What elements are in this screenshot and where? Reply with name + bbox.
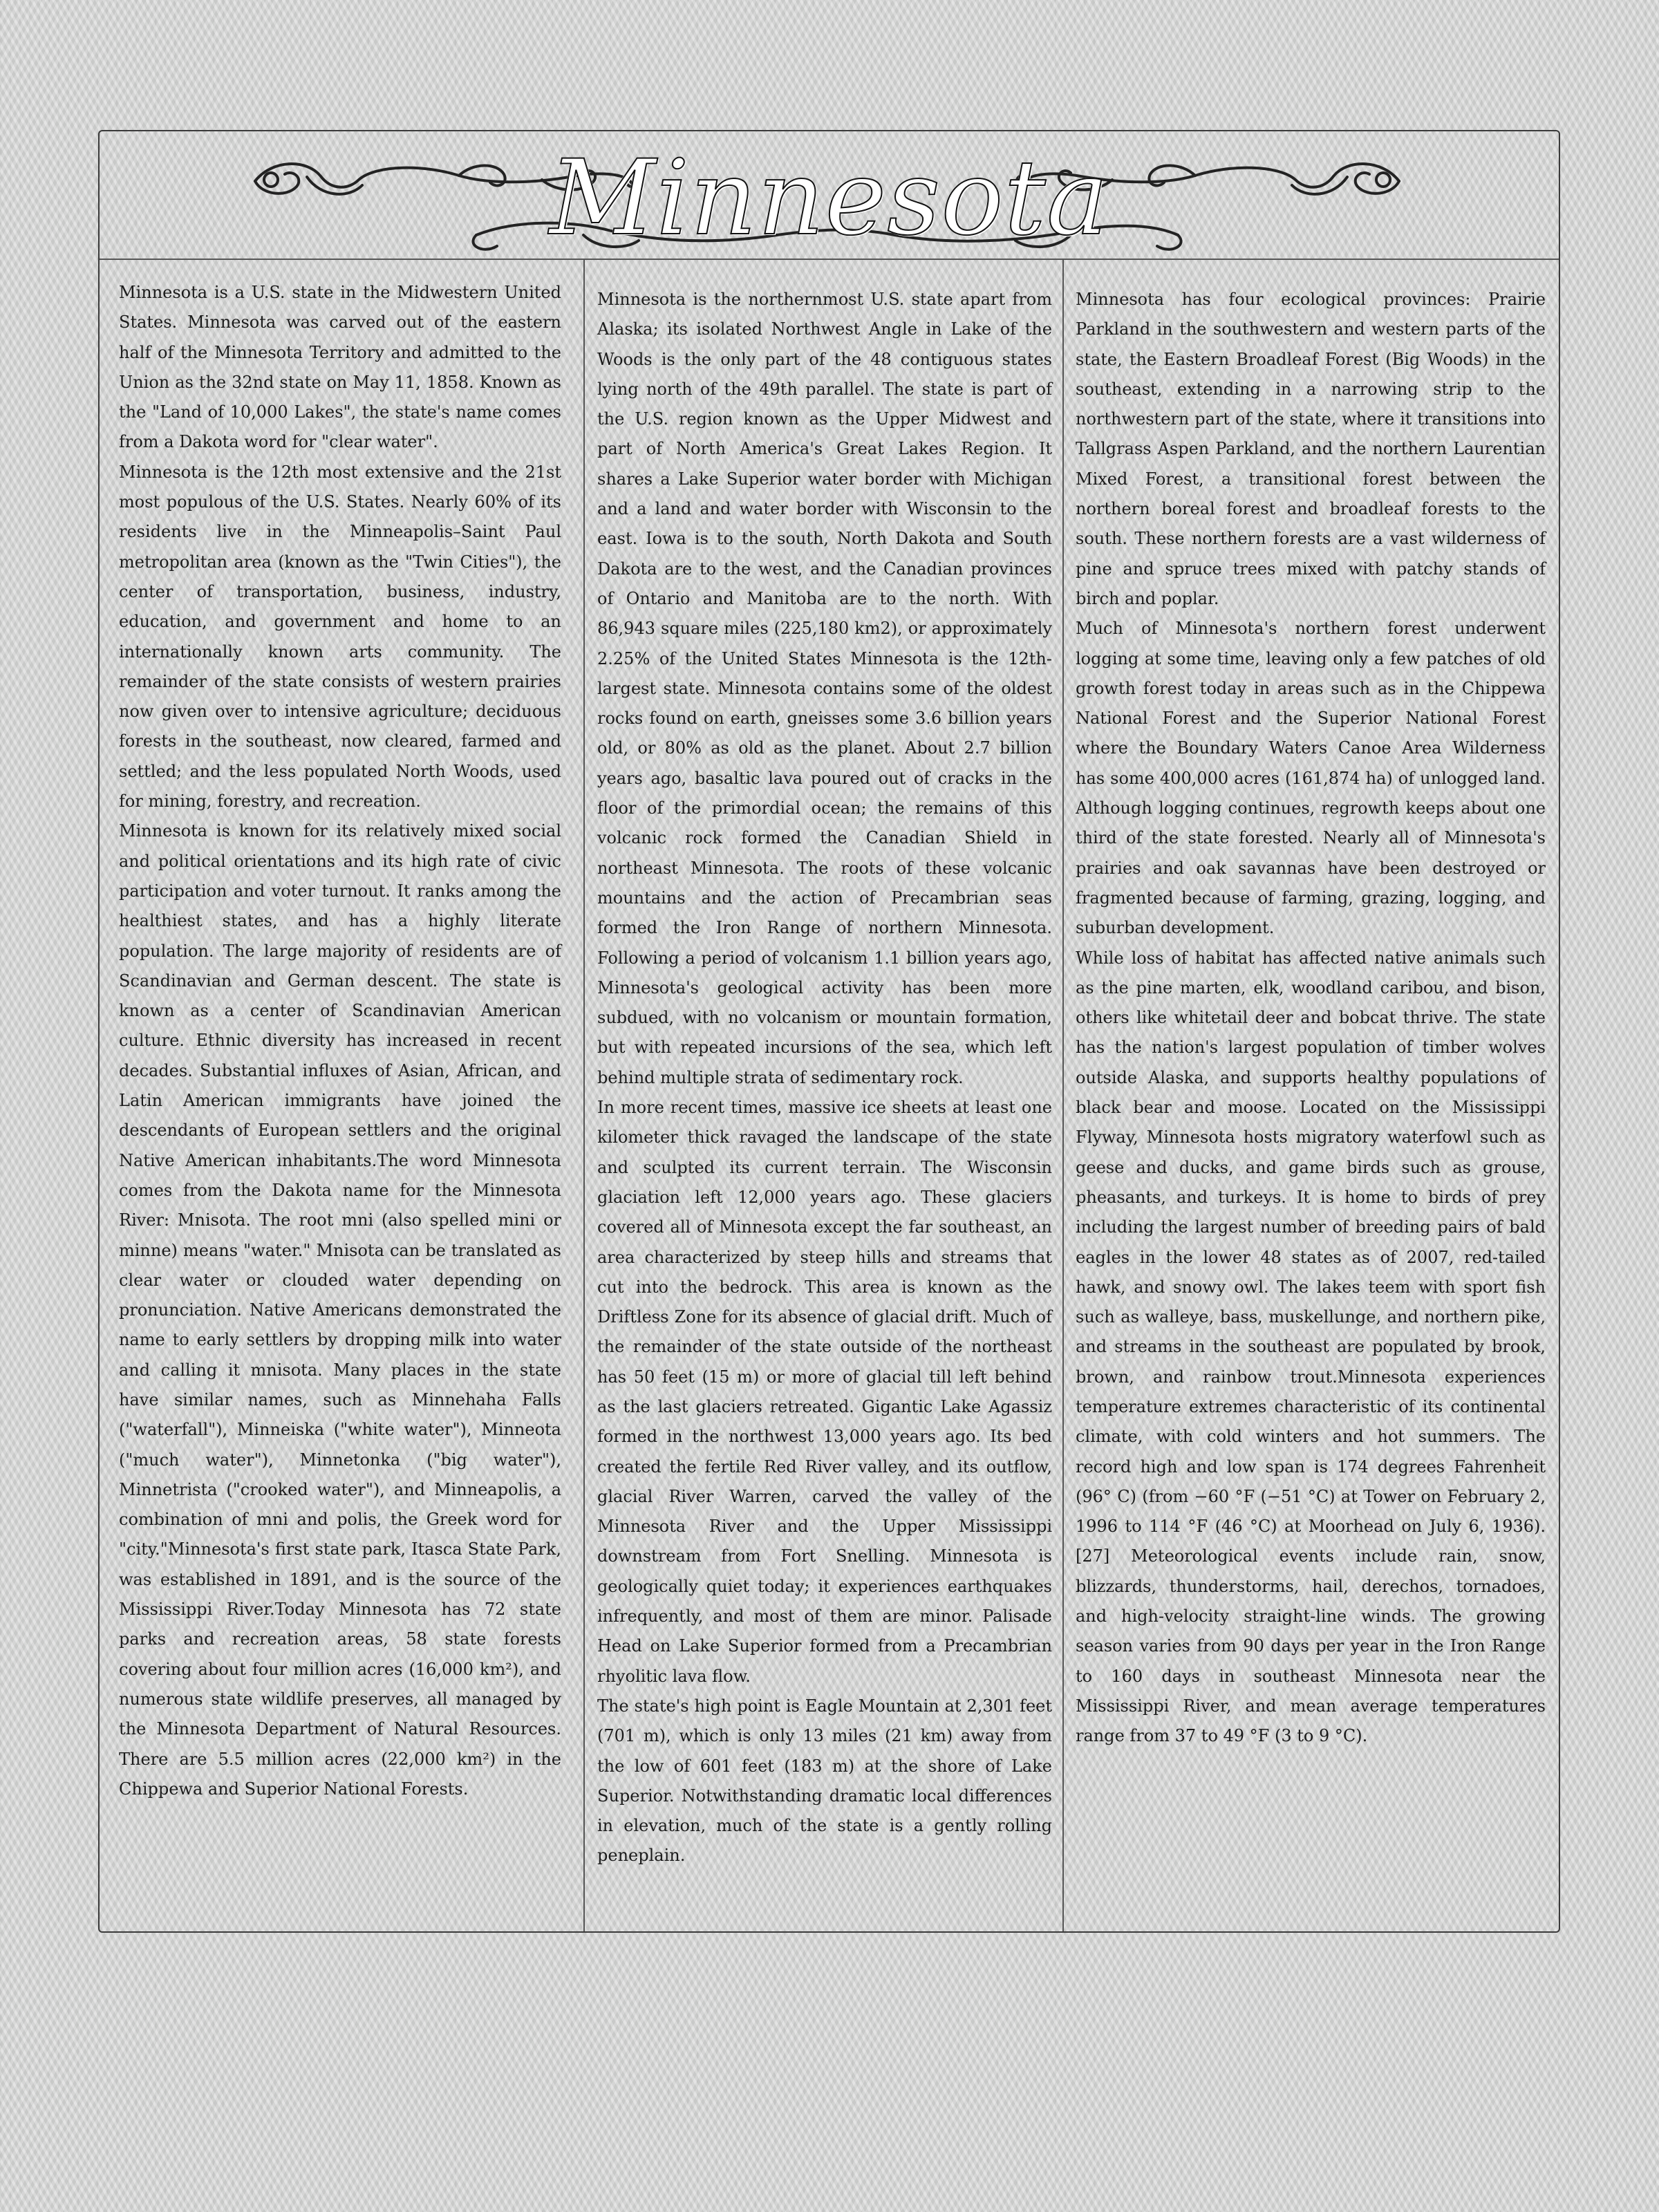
paragraph: While loss of habitat has affected native animals such as the pine marten, elk, woodland caribou, and bison, others like whitetail deer and bobcat thrive. The state has the nation's largest population of timber wolves outside Alaska, and supports healthy populations of black bear and moose. Located on the Mississippi Flyway, Minnesota hosts migratory waterfowl such as geese and ducks, and game birds such as grouse, pheasants, and turkeys. It is home to birds of prey including the largest number of breeding pairs of bald eagles in the lower 48 states as of 2007, red-tailed hawk, and snowy owl. The lakes teem with sport fish such as walleye, bass, muskellunge, and northern pike, and streams in the southeast are populated by brook, brown, and rainbow trout.Minnesota experiences temperature extremes characteristic of its continental climate, with cold winters and hot summers. The record high and low span is 174 degrees Fahrenheit (96° C) (from −60 °F (−51 °C) at Tower on February 2, 1996 to 114 °F (46 °C) at Moorhead on July 6, 1936).[27] Meteorological events include rain, snow, blizzards, thunderstorms, hail, derechos, tornadoes, and high-velocity straight-line winds. The growing season varies from 90 days per year in the Iron Range to 160 days in southeast Minnesota near the Mississippi River, and mean average temperatures range from 37 to 49 °F (3 to 9 °C). [1076, 948, 1546, 1746]
paragraph: Minnesota is known for its relatively mixed social and political orientations and its high rate of civic participation and voter turnout. It ranks among the healthiest states, and has a highly literate population. The large majority of residents are of Scandinavian and German descent. The state is known as a center of Scandinavian American culture. Ethnic diversity has increased in recent decades. Substantial influxes of Asian, African, and Latin American immigrants have joined the descendants of European settlers and the original Native American inhabitants.The word Minnesota comes from the Dakota name for the Minnesota River: Mnisota. The root mni (also spelled mini or minne) means "water." Mnisota can be translated as clear water or clouded water depending on pronunciation. Native Americans demonstrated the name to early settlers by dropping milk into water and calling it mnisota. Many places in the state have similar names, such as Minnehaha Falls ("waterfall"), Minneiska ("white water"), Minneota ("much water"), Minnetonka ("big water"), Minnetrista ("crooked water"), and Minneapolis, a combination of mni and polis, the Greek word for "city."Minnesota's first state park, Itasca State Park, was established in 1891, and is the source of the Mississippi River.Today Minnesota has 72 state parks and recreation areas, 58 state forests covering about four million acres (16,000 km²), and numerous state wildlife preserves, all managed by the Minnesota Department of Natural Resources. There are 5.5 million acres (22,000 km²) in the Chippewa and Superior National Forests. [119, 821, 561, 1799]
paragraph: In more recent times, massive ice sheets at least one kilometer thick ravaged the landscape of the state and sculpted its current terrain. The Wisconsin glaciation left 12,000 years ago. These glaciers covered all of Minnesota except the far southeast, an area characterized by steep hills and streams that cut into the bedrock. This area is known as the Driftless Zone for its absence of glacial drift. Much of the remainder of the state outside of the northeast has 50 feet (15 m) or more of glacial till left behind as the last glaciers retreated. Gigantic Lake Agassiz formed in the northwest 13,000 years ago. Its bed created the fertile Red River valley, and its outflow, glacial River Warren, carved the valley of the Minnesota River and the Upper Mississippi downstream from Fort Snelling. Minnesota is geologically quiet today; it experiences earthquakes infrequently, and most of them are minor. Palisade Head on Lake Superior formed from a Precambrian rhyolitic lava flow. [597, 1098, 1052, 1686]
paragraph: Minnesota is the northernmost U.S. state apart from Alaska; its isolated Northwest Angle in Lake of the Woods is the only part of the 48 contiguous states lying north of the 49th parallel. The state is part of the U.S. region known as the Upper Midwest and part of North America's Great Lakes Region. It shares a Lake Superior water border with Michigan and a land and water border with Wisconsin to the east. Iowa is to the south, North Dakota and South Dakota are to the west, and the Canadian provinces of Ontario and Manitoba are to the north. With 86,943 square miles (225,180 km2), or approximately 2.25% of the United States Minnesota is the 12th-largest state. Minnesota contains some of the oldest rocks found on earth, gneisses some 3.6 billion years old, or 80% as old as the planet. About 2.7 billion years ago, basaltic lava poured out of cracks in the floor of the primordial ocean; the remains of this volcanic rock formed the Canadian Shield in northeast Minnesota. The roots of these volcanic mountains and the action of Precambrian seas formed the Iron Range of northern Minnesota. Following a period of volcanism 1.1 billion years ago, Minnesota's geological activity has been more subdued, with no volcanism or mountain formation, but with repeated incursions of the sea, which left behind multiple strata of sedimentary rock. [597, 290, 1052, 1087]
paragraph: Minnesota is the 12th most extensive and the 21st most populous of the U.S. States. Nearly 60% of its residents live in the Minneapolis–Saint Paul metropolitan area (known as the "Twin Cities"), the center of transportation, business, industry, education, and government and home to an internationally known arts community. The remainder of the state consists of western prairies now given over to intensive agriculture; deciduous forests in the southeast, now cleared, farmed and settled; and the less populated North Woods, used for mining, forestry, and recreation. [119, 462, 561, 812]
column-divider [1062, 259, 1064, 1931]
column-divider [583, 259, 585, 1931]
paragraph: Minnesota has four ecological provinces: Prairie Parkland in the southwestern and western parts of the state, the Eastern Broadleaf Forest (Big Woods) in the southeast, extending in a narrowing strip to the northwestern part of the state, where it transitions into Tallgrass Aspen Parkland, and the northern Laurentian Mixed Forest, a transitional forest between the northern boreal forest and broadleaf forests to the south. These northern forests are a vast wilderness of pine and spruce trees mixed with patchy stands of birch and poplar. [1076, 290, 1546, 608]
paragraph: Minnesota is a U.S. state in the Midwestern United States. Minnesota was carved out of the eastern half of the Minnesota Territory and admitted to the Union as the 32nd state on May 11, 1858. Known as the "Land of 10,000 Lakes", the state's name comes from a Dakota word for "clear water". [119, 283, 561, 452]
title-banner [100, 131, 1559, 260]
text-column-3 [1076, 285, 1546, 1752]
text-column-2 [597, 285, 1052, 1871]
page-frame [98, 130, 1560, 1933]
paragraph: Much of Minnesota's northern forest underwent logging at some time, leaving only a few patches of old growth forest today in areas such as in the Chippewa National Forest and the Superior National Forest where the Boundary Waters Canoe Area Wilderness has some 400,000 acres (161,874 ha) of unlogged land. Although logging continues, regrowth keeps about one third of the state forested. Nearly all of Minnesota's prairies and oak savannas have been destroyed or fragmented because of farming, grazing, logging, and suburban development. [1076, 619, 1546, 938]
text-column-1 [119, 278, 561, 1804]
page-title: Minnesota [549, 138, 1109, 259]
paragraph: The state's high point is Eagle Mountain at 2,301 feet (701 m), which is only 13 miles (21 km) away from the low of 601 feet (183 m) at the shore of Lake Superior. Notwithstanding dramatic local differences in elevation, much of the state is a gently rolling peneplain. [597, 1696, 1052, 1866]
